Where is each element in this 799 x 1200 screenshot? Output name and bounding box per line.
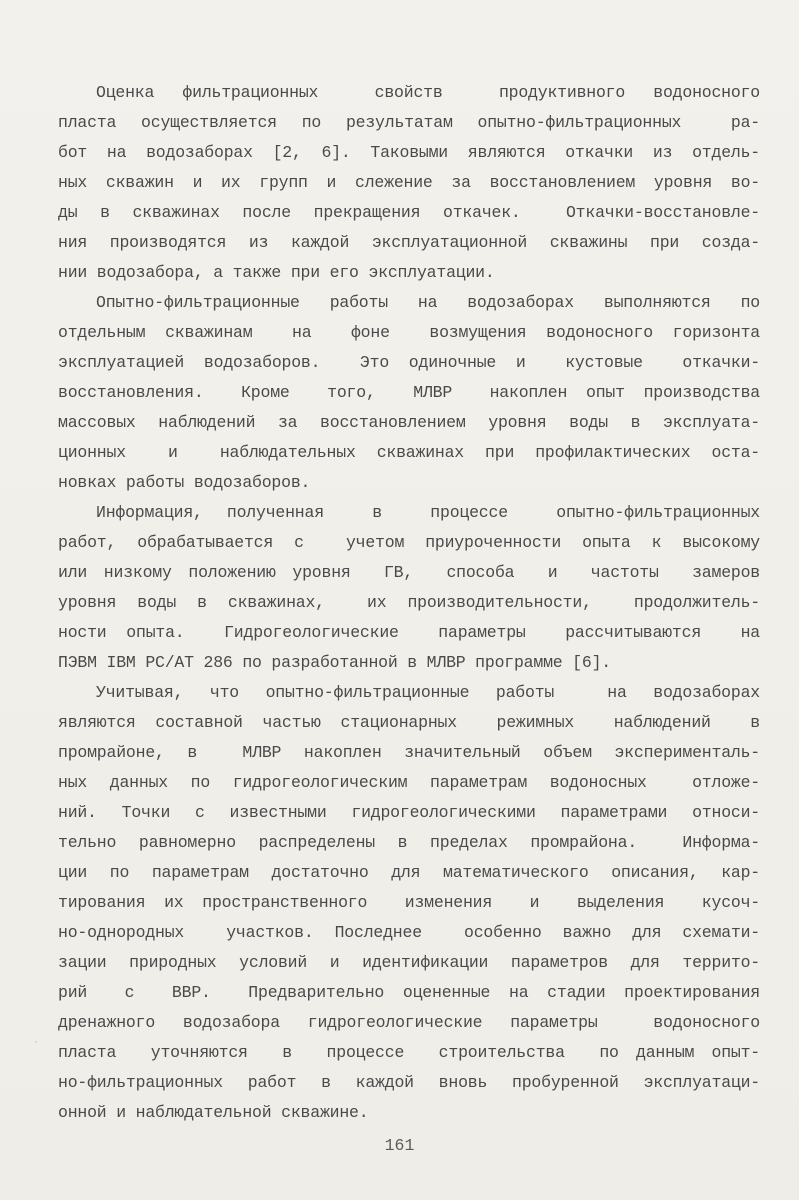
- paragraph-4-line-13: пласта уточняются в процессе строительства по данным опыт-: [58, 1043, 760, 1062]
- paragraph-4-line-2: являются составной частью стационарных режимных наблюдений в: [58, 713, 760, 732]
- paragraph-2-line-4: восстановления. Кроме того, МЛВР накоплен опыт производства: [58, 383, 760, 402]
- paragraph-4-line-7: ции по параметрам достаточно для математического описания, кар-: [58, 863, 760, 882]
- paragraph-3-line-6: ПЭВМ IBM PC/AT 286 по разработанной в МЛВР программе [6].: [58, 653, 611, 672]
- paragraph-4-line-15: онной и наблюдательной скважине.: [58, 1103, 369, 1122]
- paragraph-4-line-3: промрайоне, в МЛВР накоплен значительный объем эксперименталь-: [58, 743, 760, 762]
- paragraph-1-line-6: ния производятся из каждой эксплуатационной скважины при созда-: [58, 233, 760, 252]
- paragraph-4-line-11: рий с ВВР. Предварительно оцененные на стадии проектирования: [58, 983, 760, 1002]
- paragraph-2-line-6: ционных и наблюдательных скважинах при профилактических оста-: [58, 443, 760, 462]
- paragraph-2-line-2: отдельным скважинам на фоне возмущения водоносного горизонта: [58, 323, 760, 342]
- paragraph-4-line-4: ных данных по гидрогеологическим параметрам водоносных отложе-: [58, 773, 760, 792]
- paragraph-1-line-4: ных скважин и их групп и слежение за восстановлением уровня во-: [58, 173, 760, 192]
- paragraph-4-line-8: тирования их пространственного изменения и выделения кусоч-: [58, 893, 760, 912]
- paragraph-4-line-12: дренажного водозабора гидрогеологические параметры водоносного: [58, 1013, 760, 1032]
- paragraph-4-line-5: ний. Точки с известными гидрогеологическими параметрами относи-: [58, 803, 760, 822]
- paragraph-2-line-7: новках работы водозаборов.: [58, 473, 311, 492]
- paragraph-1-line-2: пласта осуществляется по результатам опытно-фильтрационных ра-: [58, 113, 760, 132]
- paragraph-3-line-1: Информация, полученная в процессе опытно-фильтрационных: [96, 503, 760, 522]
- paragraph-3-line-3: или низкому положению уровня ГВ, способа и частоты замеров: [58, 563, 760, 582]
- paragraph-1-line-1: Оценка фильтрационных свойств продуктивного водоносного: [96, 83, 760, 102]
- paragraph-1-line-7: нии водозабора, а также при его эксплуатации.: [58, 263, 495, 282]
- paragraph-2-line-5: массовых наблюдений за восстановлением уровня воды в эксплуата-: [58, 413, 760, 432]
- page-number: 161: [384, 1136, 415, 1155]
- paragraph-4-line-14: но-фильтрационных работ в каждой вновь пробуренной эксплуатаци-: [58, 1073, 760, 1092]
- paragraph-3-line-4: уровня воды в скважинах, их производительности, продолжитель-: [58, 593, 760, 612]
- paragraph-4-line-10: зации природных условий и идентификации параметров для террито-: [58, 953, 760, 972]
- paragraph-1-line-3: бот на водозаборах [2, 6]. Таковыми являются откачки из отдель-: [58, 143, 760, 162]
- paragraph-1-line-5: ды в скважинах после прекращения откачек. Откачки-восстановле-: [58, 203, 760, 222]
- paragraph-2-line-3: эксплуатацией водозаборов. Это одиночные и кустовые откачки-: [58, 353, 760, 372]
- scan-speck: [35, 1041, 37, 1043]
- paragraph-4-line-1: Учитывая, что опытно-фильтрационные работы на водозаборах: [96, 683, 760, 702]
- paragraph-3-line-5: ности опыта. Гидрогеологические параметры рассчитываются на: [58, 623, 760, 642]
- paragraph-3-line-2: работ, обрабатывается с учетом приуроченности опыта к высокому: [58, 533, 760, 552]
- paragraph-4-line-9: но-однородных участков. Последнее особенно важно для схемати-: [58, 923, 760, 942]
- paragraph-4-line-6: тельно равномерно распределены в пределах промрайона. Информа-: [58, 833, 760, 852]
- paragraph-2-line-1: Опытно-фильтрационные работы на водозаборах выполняются по: [96, 293, 760, 312]
